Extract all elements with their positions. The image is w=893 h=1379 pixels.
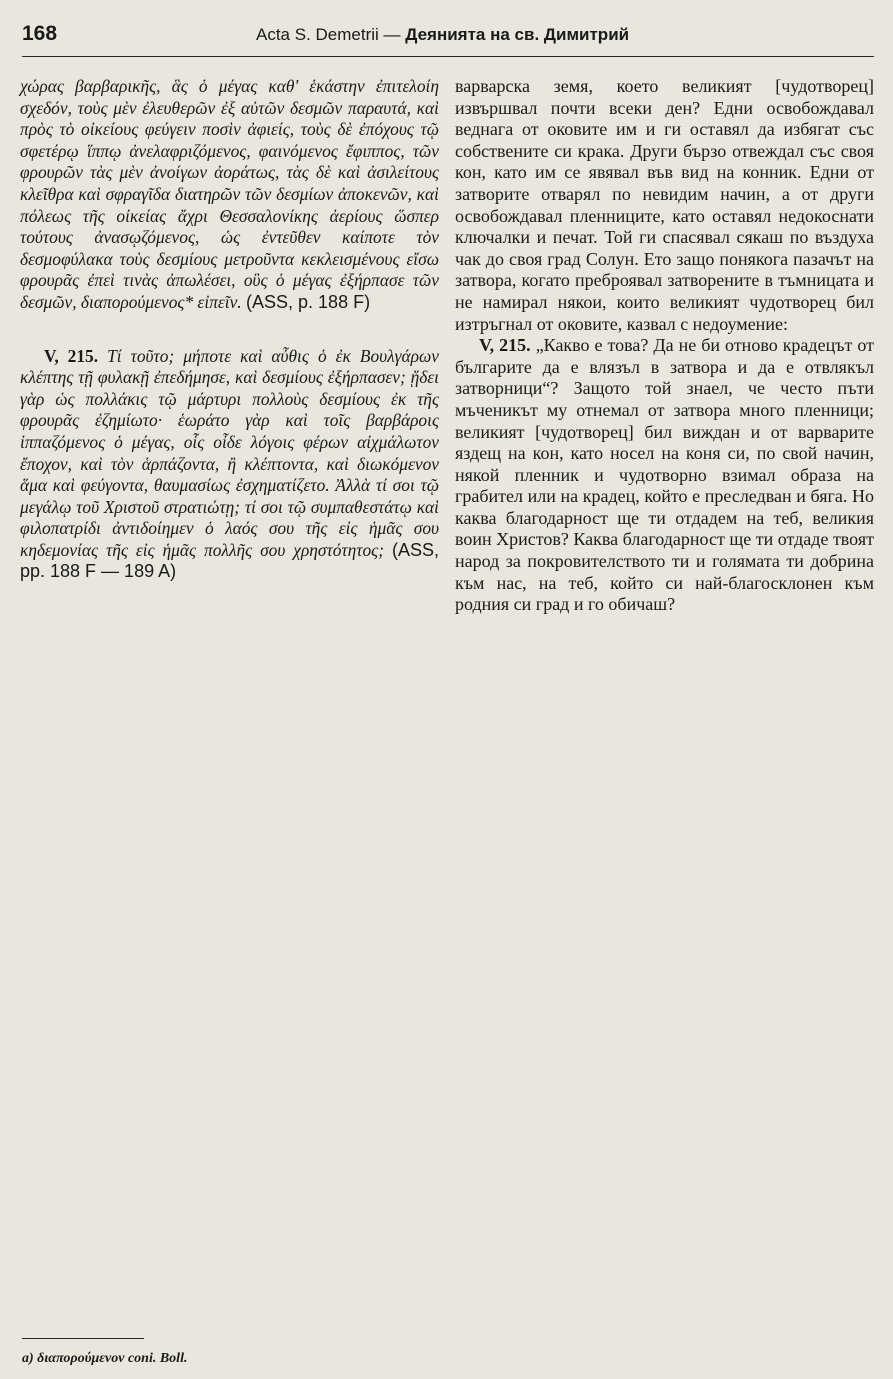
bulgarian-section-number: V, 215. <box>479 335 531 356</box>
greek-column <box>20 76 439 583</box>
greek-paragraph-1 <box>20 76 439 314</box>
running-title-latin: Acta S. Demetrii <box>256 25 379 44</box>
bulgarian-paragraph-1: варварска земя, което великият [чудотворец] извършвал почти всеки ден? Едни освобождавал веднага от оковите им и ги оставял да избягат със собствените си крака. Други бързо отвеждал със своя кон, като им се явявал във вид на конник. Едни от затворите отварял по невидим начин, а от други освобождавал пленниците, като оставял недокоснати ключалки и печат. Той ги спасявал сякаш по въздуха чак до своя град Солун. Ето защо понякога пазачът на затвора, когато преброявал затворените в тъмницата и не намирал някои, които великият чудотворец бил изтръгнал от оковите, казвал с недоумение: <box>455 76 874 334</box>
running-title-separator: — <box>378 25 406 44</box>
greek-section-number: V, 215. <box>44 345 99 366</box>
greek-paragraph-2-reference: (ASS, pp. 188 F — 189 A) <box>20 539 439 582</box>
page-header <box>22 20 872 50</box>
footnote <box>22 1351 622 1367</box>
footnote-text: διαπορούμενον coni. Boll. <box>37 1351 188 1366</box>
greek-paragraph-2-text: Τί τοῦτο; μήποτε καὶ αὖθις ὁ ἐκ Βουλγάρων κλέπτης τῇ φυλακῇ ἐπεδήμησε, καὶ δεσμίους ἐξήρπασεν; ᾔδει γὰρ ὡς πολλάκις τῷ μάρτυρι πολλοὺς δεσμίους ἐκ τῆς φρουρᾶς ἐζημίωτο· ἑωράτο γὰρ καὶ τοῖς βαρβάροις ἱππαζόμενος ὁ μέγας, οἷς οἶδε λόγοις φέρων αἰχμάλωτον ἔποχον, καὶ τὸν ἁρπάζοντα, ἢ κλέπτοντα, καὶ διωκόμενον ἅμα καὶ φεύγοντα, θαυμασίως ἐσχηματίζετο. Ἀλλὰ τί σοι τῷ μεγάλῳ τοῦ Χριστοῦ στρατιώτῃ; τί σοι τῷ συμπαθεστάτῳ καὶ φιλοπατρίδι ἀντιδοίημεν ὁ λαός σου τῆς εἰς ἡμᾶς σου κηδεμονίας τῆς εἰς ἡμᾶς πολλῆς σου χρηστότητος; <box>20 345 439 560</box>
bulgarian-paragraph-2 <box>455 335 874 616</box>
running-title <box>256 25 629 45</box>
bulgarian-paragraph-2-text: „Какво е това? Да не би отново крадецът от българите да е влязъл в затвора и да е отвлякъл затворници“? Защото той знаел, че често пъти мъченикът му отнемал от затвора много пленници; великият [чудотворец] бил виждан и от варварите яздещ на кон, като носел на коня си, по свой начин, някой пленник и чудотворно взимал образа на грабител или на крадец, който е преследван и бяга. Но каква благодарност ще ти отдадем на теб, великия воин Христов? Каква благодарност ще ти отдаде твоят народ за покровителството ти и голямата ти добрина към нас, на теб, който си най-благосклонен към родния си град и го обичаш? <box>455 335 874 615</box>
header-rule <box>22 56 874 57</box>
footnote-marker: a) <box>22 1351 34 1366</box>
bulgarian-column <box>455 76 874 616</box>
running-title-bulgarian: Деянията на св. Димитрий <box>405 25 630 44</box>
page-number: 168 <box>22 22 58 45</box>
greek-paragraph-2 <box>20 346 439 584</box>
greek-paragraph-1-reference: (ASS, p. 188 F) <box>246 291 371 312</box>
footnote-rule <box>22 1338 144 1339</box>
greek-paragraph-1-text: χώρας βαρβαρικῆς, ἃς ὁ μέγας καθ' ἑκάστην ἐπιτελοίη σχεδόν, τοὺς μὲν ἐλευθερῶν ἐξ αὐτῶν δεσμῶν παραυτά, καὶ πρὸς τὸ οἰκείους φεύγειν ποσὶν ἀφιείς, τοὺς δὲ ἐπόχους τῷ σφετέρῳ ἵππῳ ἀνελαφριζόμενος, φαινόμενος ἔφιππος, τῶν φρουρῶν τὰς μὲν ἀνοίγων ἀοράτως, τὰς δὲ καὶ ἀσιλείτους κλεῖθρα καὶ σφραγῖδα διατηρῶν τῶν δεσμίων ἀποκενῶν, καὶ πόλεως τῆς οἰκείας ἄχρι Θεσσαλονίκης ἀερίους ὥσπερ τούτους ἀνασῳζόμενος, ὡς ἐντεῦθεν καίποτε τὸν δεσμοφύλακα τοὺς δεσμίους μετροῦντα κεκλεισμένους εἴσω φρουρᾶς ἐπεὶ τινὰς ἀπωλέσει, οὓς ὁ μέγας ἐξήρπασε τῶν δεσμῶν, διαπορούμενος* εἰπεῖν. <box>20 76 439 312</box>
